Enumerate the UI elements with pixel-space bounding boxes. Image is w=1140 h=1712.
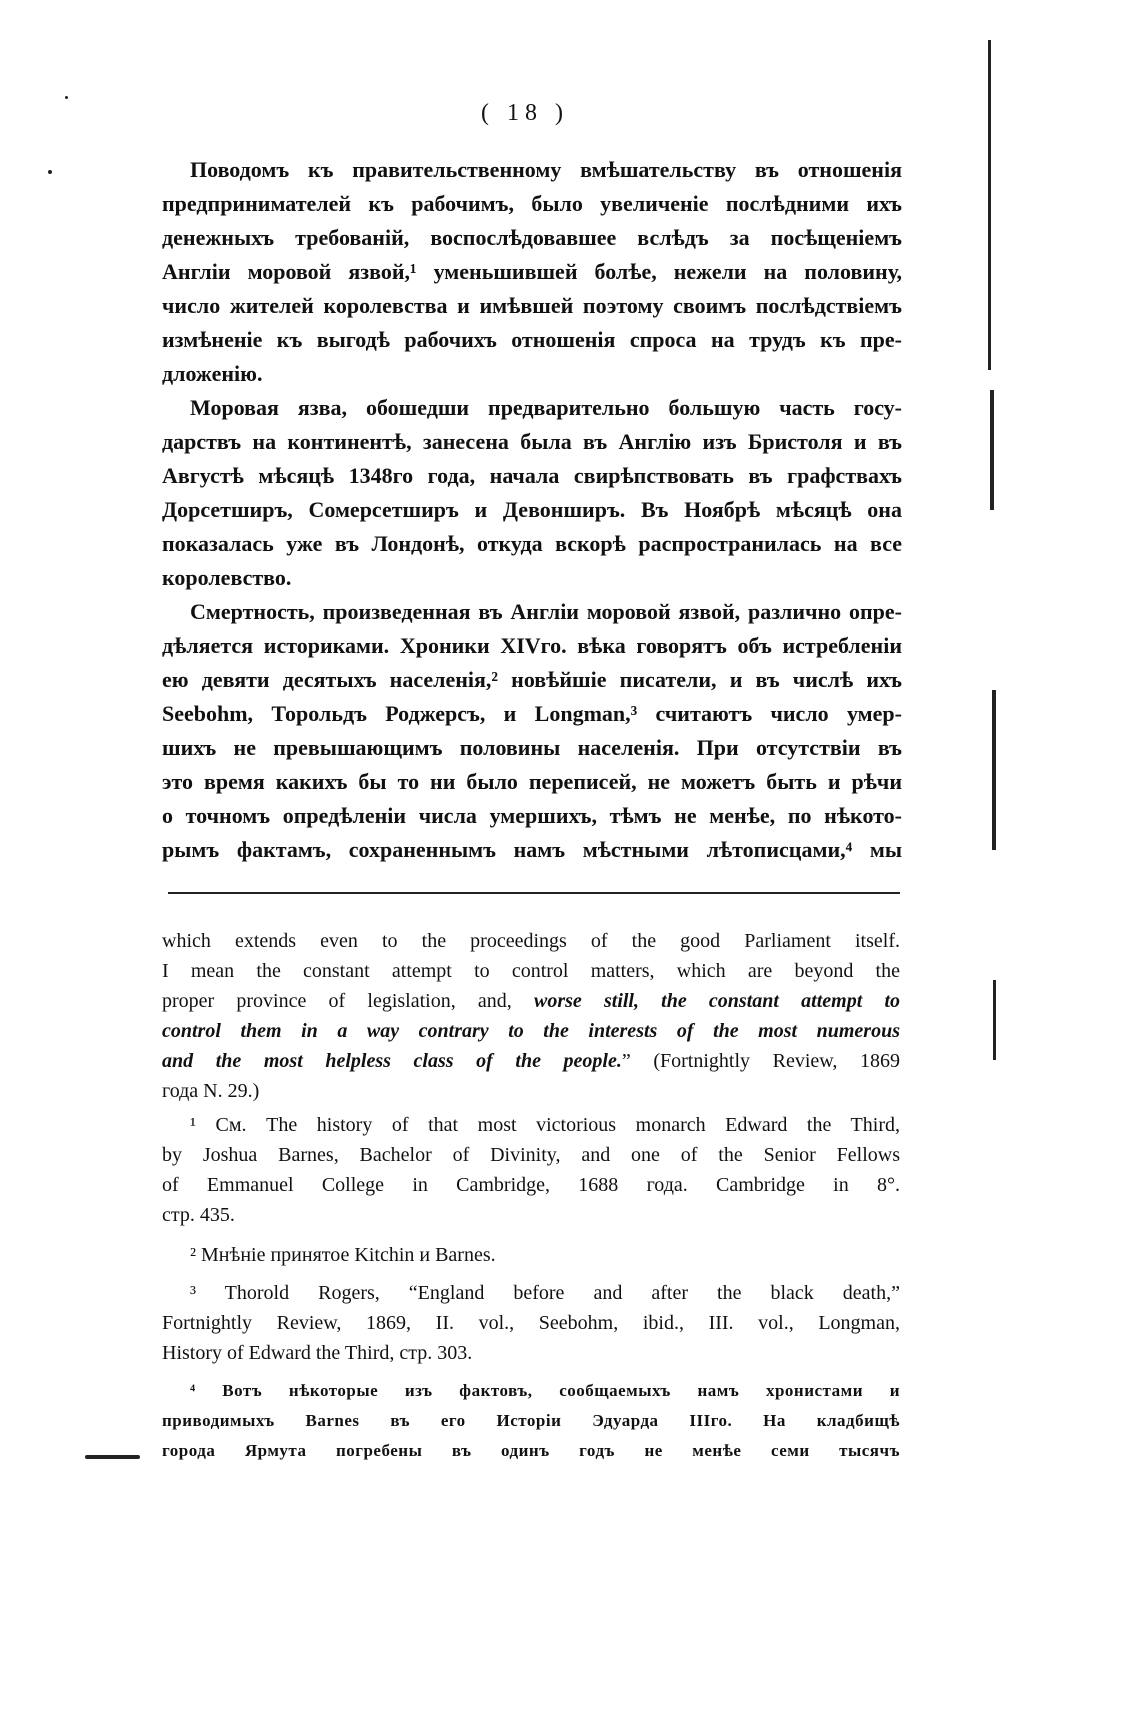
text-line: Моровая язва, обошедши предварительно большую часть госу- [190,395,902,420]
text-line: дложенію. [162,361,263,386]
note-line: ⁴ Вотъ нѣкоторые изъ фактовъ, сообщаемыхъ намъ хронистами и [190,1381,900,1400]
scan-edge-line [990,390,994,510]
footnote-3 [162,1278,900,1368]
text-line: это время какихъ бы то ни было переписей, не можетъ быть и рѣчи [162,769,902,794]
text-line: Поводомъ къ правительственному вмѣшательству въ отношенія [190,157,902,182]
text-line: Seebohm, Торольдъ Роджерсъ, и Longman,³ считаютъ число умер- [162,701,902,726]
note-italic: and the most helpless class of the people. [162,1050,622,1072]
footnote-1 [162,1110,900,1230]
text-line: показалась уже въ Лондонѣ, откуда вскорѣ распространилась на все [162,531,902,556]
note-line [162,986,900,1016]
note-line: ² Мнѣніе принятое Kitchin и Barnes. [190,1244,496,1266]
note-line [162,1016,900,1046]
text-line: королевство. [162,565,292,590]
note-line: года N. 29.) [162,1080,260,1102]
scan-edge-line [988,40,991,370]
note-line: History of Edward the Third, стр. 303. [162,1342,473,1364]
note-line: by Joshua Barnes, Bachelor of Divinity, and one of the Senior Fellows [162,1144,900,1166]
text-line: шихъ не превышающимъ половины населенія. При отсутствіи въ [162,735,902,760]
text-line: дарствъ на континентѣ, занесена была въ Англію изъ Бристоля и въ [162,429,902,454]
note-italic: control them in a way contrary to the interests of the most numerous [162,1020,900,1042]
text-line: рымъ фактамъ, сохраненнымъ намъ мѣстными лѣтописцами,⁴ мы [162,837,902,862]
note-line: which extends even to the proceedings of the good Parliament itself. [162,930,900,952]
scan-edge-line [992,690,996,850]
note-line: I mean the constant attempt to control matters, which are beyond the [162,960,900,982]
note-line: приводимыхъ Barnes въ его Исторіи Эдуарда IIIго. На кладбищѣ [162,1411,900,1430]
footnotes [162,922,900,1466]
note-line: ¹ См. The history of that most victorious monarch Edward the Third, [190,1114,900,1136]
note-line: of Emmanuel College in Cambridge, 1688 года. Cambridge in 8°. [162,1174,900,1196]
note-line: Fortnightly Review, 1869, II. vol., Seebohm, ibid., III. vol., Longman, [162,1312,900,1334]
note-text: proper province of legislation, and, [162,990,534,1012]
text-line: ею девяти десятыхъ населенія,² новѣйшіе писатели, и въ числѣ ихъ [162,667,902,692]
text-line: Дорсетширъ, Сомерсетширъ и Девонширъ. Въ Ноябрѣ мѣсяцѣ она [162,497,902,522]
scan-edge-line [993,980,996,1060]
footnote-continuation [162,926,900,1106]
text-line: Англіи моровой язвой,¹ уменьшившей болѣе, нежели на половину, [162,259,902,284]
text-line: дѣляется историками. Хроники XIVго. вѣка говорятъ объ истребленіи [162,633,902,658]
footnote-2 [162,1240,900,1270]
footnote-4 [162,1376,900,1466]
note-line [162,1046,900,1076]
note-text: ” (Fortnightly Review, 1869 [621,1050,900,1072]
text-line: о точномъ опредѣленіи числа умершихъ, тѣмъ не менѣе, по нѣкото- [162,803,902,828]
main-text [162,153,902,867]
text-line: Августѣ мѣсяцѣ 1348го года, начала свирѣпствовать въ графствахъ [162,463,902,488]
text-line: измѣненіе къ выгодѣ рабочихъ отношенія спроса на трудъ къ пре- [162,327,902,352]
note-line: ³ Thorold Rogers, “England before and after the black death,” [190,1282,900,1304]
text-line: предпринимателей къ рабочимъ, было увеличеніе послѣдними ихъ [162,191,902,216]
footnote-divider [168,892,900,894]
scan-mark [85,1455,140,1459]
note-italic: worse still, the constant attempt to [534,990,900,1012]
note-line: стр. 435. [162,1204,235,1226]
text-line: число жителей королевства и имѣвшей поэтому своимъ послѣдствіемъ [162,293,902,318]
page-number: ( 18 ) [481,100,569,126]
text-line: Смертность, произведенная въ Англіи моровой язвой, различно опре- [190,599,902,624]
scan-dot [48,170,52,174]
note-line: города Ярмута погребены въ одинъ годъ не менѣе семи тысячъ [162,1441,900,1460]
scan-dot [65,96,68,99]
text-line: денежныхъ требованій, воспослѣдовавшее вслѣдъ за посѣщеніемъ [162,225,902,250]
